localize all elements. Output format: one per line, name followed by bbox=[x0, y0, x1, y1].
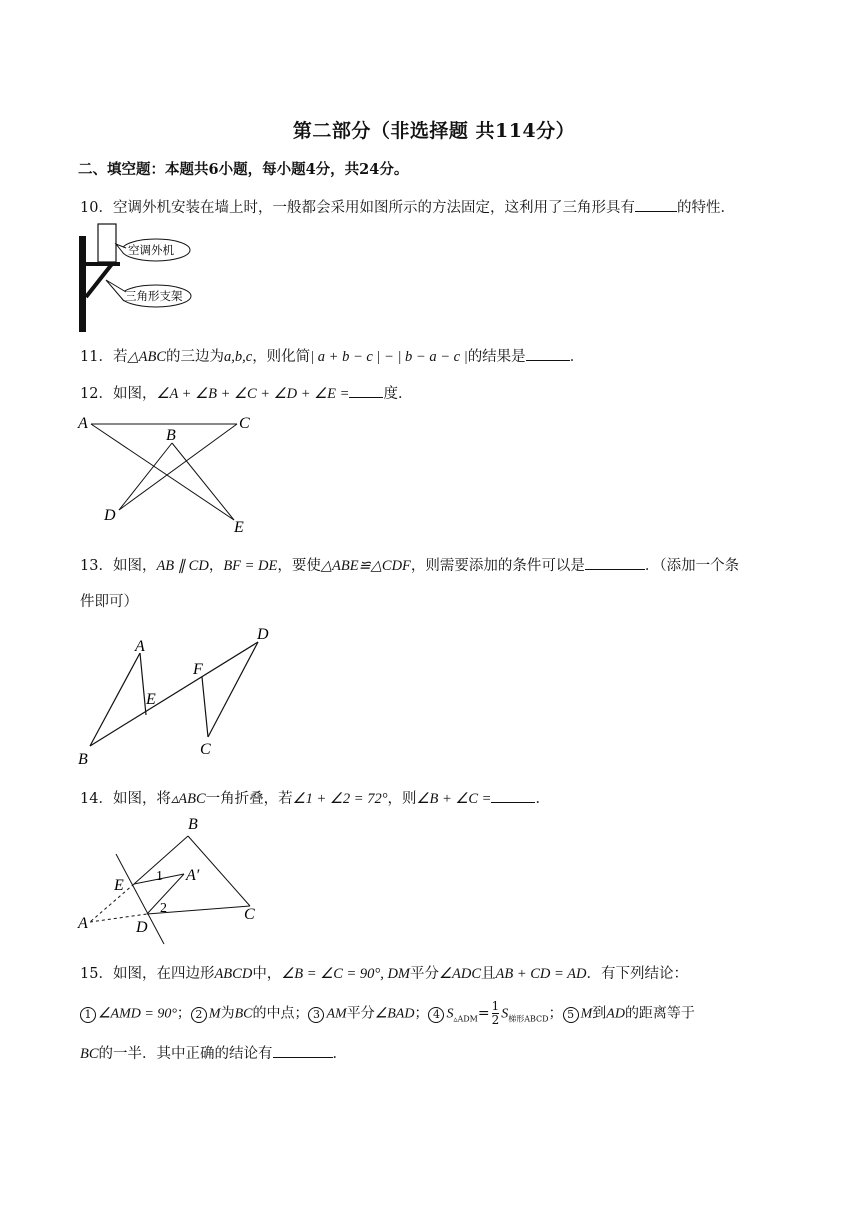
q15-text-c: 平分 bbox=[410, 966, 440, 982]
q15-c2d: 的中点； bbox=[252, 1005, 309, 1022]
q13-congruence: △ABE≌△CDF bbox=[320, 558, 411, 574]
q15-line3-a: BC bbox=[80, 1046, 99, 1062]
q13-point-C: C bbox=[200, 741, 211, 758]
page-title: 第二部分（非选择题 共114分） bbox=[292, 120, 576, 142]
q14-text-c: ，则 bbox=[387, 791, 417, 807]
q14-expr2: ∠B + ∠C = bbox=[416, 791, 492, 807]
q14-point-C: C bbox=[244, 906, 255, 923]
q15-c1-num: 1 bbox=[80, 1007, 96, 1023]
q14-point-D: D bbox=[136, 919, 148, 936]
question-13-line2: 件即可） bbox=[80, 594, 138, 610]
q13-line-BD bbox=[90, 642, 258, 746]
q10-label-ac: 空调外机 bbox=[128, 245, 174, 257]
q14-angle-2: 2 bbox=[160, 901, 167, 916]
q12-text-b: 度． bbox=[383, 386, 413, 402]
q12-point-C: C bbox=[239, 415, 250, 432]
q12-point-D: D bbox=[104, 507, 116, 524]
q13-cond2: BF = DE bbox=[223, 558, 278, 574]
q13-text-d: ．（添加一个条 bbox=[644, 558, 740, 574]
q11-triangle: △ABC bbox=[127, 349, 166, 365]
q12-line-CD bbox=[119, 424, 237, 510]
q15-text-e: ．有下列结论： bbox=[586, 966, 689, 982]
q12-point-B: B bbox=[166, 427, 176, 444]
q15-c4-fraction bbox=[492, 1000, 500, 1027]
q15-text-b: 中， bbox=[252, 966, 282, 982]
q13-point-A: A bbox=[135, 638, 145, 655]
q15-c5a: M bbox=[580, 1006, 593, 1022]
q13-sep: ， bbox=[208, 558, 224, 574]
q11-text-e: ． bbox=[569, 349, 585, 365]
q13-answer-blank[interactable] bbox=[585, 555, 645, 570]
q15-c4-s1: S bbox=[446, 1006, 454, 1022]
question-14 bbox=[80, 787, 550, 808]
q11-expr: | a + b − c | − | b − a − c | bbox=[310, 349, 468, 365]
q15-c4-frac-num: 1 bbox=[491, 999, 500, 1013]
question-12 bbox=[80, 382, 412, 403]
q14-text-b: 一角折叠，若 bbox=[205, 791, 293, 807]
q12-line-AE bbox=[91, 424, 234, 520]
q10-figure bbox=[76, 222, 206, 334]
q15-cond: ∠B = ∠C = 90°, DM bbox=[281, 966, 411, 982]
q15-c4-eq: = bbox=[477, 1005, 490, 1022]
q14-angle-1: 1 bbox=[156, 869, 163, 884]
q15-c3c: ∠BAD bbox=[374, 1006, 415, 1022]
q12-figure bbox=[74, 410, 264, 538]
q10-label-bracket: 三角形支架 bbox=[125, 291, 183, 303]
q15-c5-num: 5 bbox=[563, 1007, 579, 1023]
q10-ac-unit bbox=[98, 224, 116, 262]
question-13 bbox=[80, 554, 739, 575]
q12-point-A: A bbox=[78, 415, 88, 432]
q14-triangle: ▵ABC bbox=[170, 791, 206, 807]
q13-point-D: D bbox=[257, 626, 269, 643]
q15-c2c: BC bbox=[234, 1006, 253, 1022]
q12-expr: ∠A + ∠B + ∠C + ∠D + ∠E = bbox=[156, 386, 350, 402]
q14-answer-blank[interactable] bbox=[491, 788, 535, 803]
q15-c5c: AD bbox=[606, 1006, 625, 1022]
question-10 bbox=[80, 196, 735, 217]
q10-answer-blank[interactable] bbox=[635, 197, 677, 212]
q14-point-B: B bbox=[188, 816, 198, 833]
q15-quad: ABCD bbox=[214, 966, 253, 982]
q15-c5b: 到 bbox=[592, 1005, 607, 1022]
question-15 bbox=[80, 962, 688, 983]
q11-text-c: ，则化简 bbox=[252, 349, 311, 365]
q15-c4-sub1: ▵ADM bbox=[453, 1014, 478, 1024]
q14-point-E: E bbox=[114, 877, 124, 894]
q15-line3-b: 的一半．其中正确的结论有 bbox=[98, 1046, 273, 1062]
q12-answer-blank[interactable] bbox=[349, 383, 383, 398]
q12-text-a: 12．如图， bbox=[80, 386, 157, 402]
q14-point-Ap: A′ bbox=[186, 867, 200, 884]
section-heading: 二、填空题：本题共6小题，每小题4分，共24分。 bbox=[78, 161, 409, 178]
q12-point-E: E bbox=[234, 519, 244, 536]
q11-answer-blank[interactable] bbox=[526, 346, 570, 361]
q11-sides: a,b,c bbox=[224, 349, 253, 365]
q13-point-F: F bbox=[193, 661, 203, 678]
q14-point-A: A bbox=[78, 915, 88, 932]
q13-point-E: E bbox=[146, 691, 156, 708]
question-15-line3 bbox=[80, 1042, 347, 1063]
q13-figure bbox=[76, 620, 286, 770]
q14-text-d: ． bbox=[535, 791, 550, 807]
q15-c4-frac-den: 2 bbox=[491, 1013, 500, 1027]
q13-text-c: ，则需要添加的条件可以是 bbox=[410, 558, 585, 574]
question-11 bbox=[80, 345, 584, 366]
q15-c2b: 为 bbox=[220, 1005, 235, 1022]
q15-c4-s2: S bbox=[501, 1006, 509, 1022]
q13-line-BA bbox=[90, 653, 140, 746]
q13-text-b: ，要使 bbox=[277, 558, 321, 574]
q15-c1: ∠AMD = 90° bbox=[98, 1006, 177, 1022]
q10-callout-bracket-tail bbox=[106, 280, 126, 301]
q15-c3b: 平分 bbox=[346, 1005, 375, 1022]
q12-line-BE bbox=[172, 443, 234, 520]
q14-figure bbox=[74, 814, 270, 946]
q11-text-d: 的结果是 bbox=[467, 349, 526, 365]
q15-cond2: AB + CD = AD bbox=[495, 966, 587, 982]
q15-c4-num: 4 bbox=[428, 1007, 444, 1023]
q15-answer-blank[interactable] bbox=[273, 1043, 333, 1058]
q15-c2a: M bbox=[208, 1006, 221, 1022]
q14-expr: ∠1 + ∠2 = 72° bbox=[292, 791, 388, 807]
q15-c2-num: 2 bbox=[191, 1007, 207, 1023]
q11-text-a: 11．若 bbox=[80, 349, 128, 365]
q15-c5d: 的距离等于 bbox=[624, 1005, 695, 1022]
q10-text-a: 10．空调外机安装在墙上时，一般都会采用如图所示的方法固定，这利用了三角形具有 bbox=[80, 200, 635, 216]
q13-line-CD bbox=[208, 642, 258, 737]
q15-text-d: 且 bbox=[481, 966, 496, 982]
q10-text-b: 的特性． bbox=[676, 200, 735, 216]
q15-text-a: 15．如图，在四边形 bbox=[80, 966, 215, 982]
q11-text-b: 的三边为 bbox=[166, 349, 224, 365]
q10-bracket-diagonal bbox=[86, 264, 112, 297]
q15-line3-c: ． bbox=[332, 1046, 348, 1062]
q14-text-a: 14．如图，将 bbox=[80, 791, 171, 807]
q13-line-FC bbox=[202, 677, 208, 737]
question-15-conclusions: 1 ∠AMD = 90°； 2 M为BC的中点； 3 AM平分∠BAD； 4 $S_{▵ADM}=$ $\frac{1}{2}$ $S_{梯形ABCD}$； 5 M到AD的距离等于 bbox=[80, 1000, 695, 1027]
q15-c4-sub2: 梯形ABCD bbox=[508, 1014, 549, 1024]
q13-point-B: B bbox=[78, 751, 88, 768]
q13-text-a: 13．如图， bbox=[80, 558, 157, 574]
q10-wall bbox=[79, 236, 86, 332]
q15-angle: ∠ADC bbox=[439, 966, 482, 982]
q13-cond1: AB ∥ CD bbox=[156, 558, 209, 574]
q12-line-DB bbox=[119, 443, 172, 510]
q15-c3a: AM bbox=[326, 1006, 347, 1022]
q15-c3-num: 3 bbox=[308, 1007, 324, 1023]
